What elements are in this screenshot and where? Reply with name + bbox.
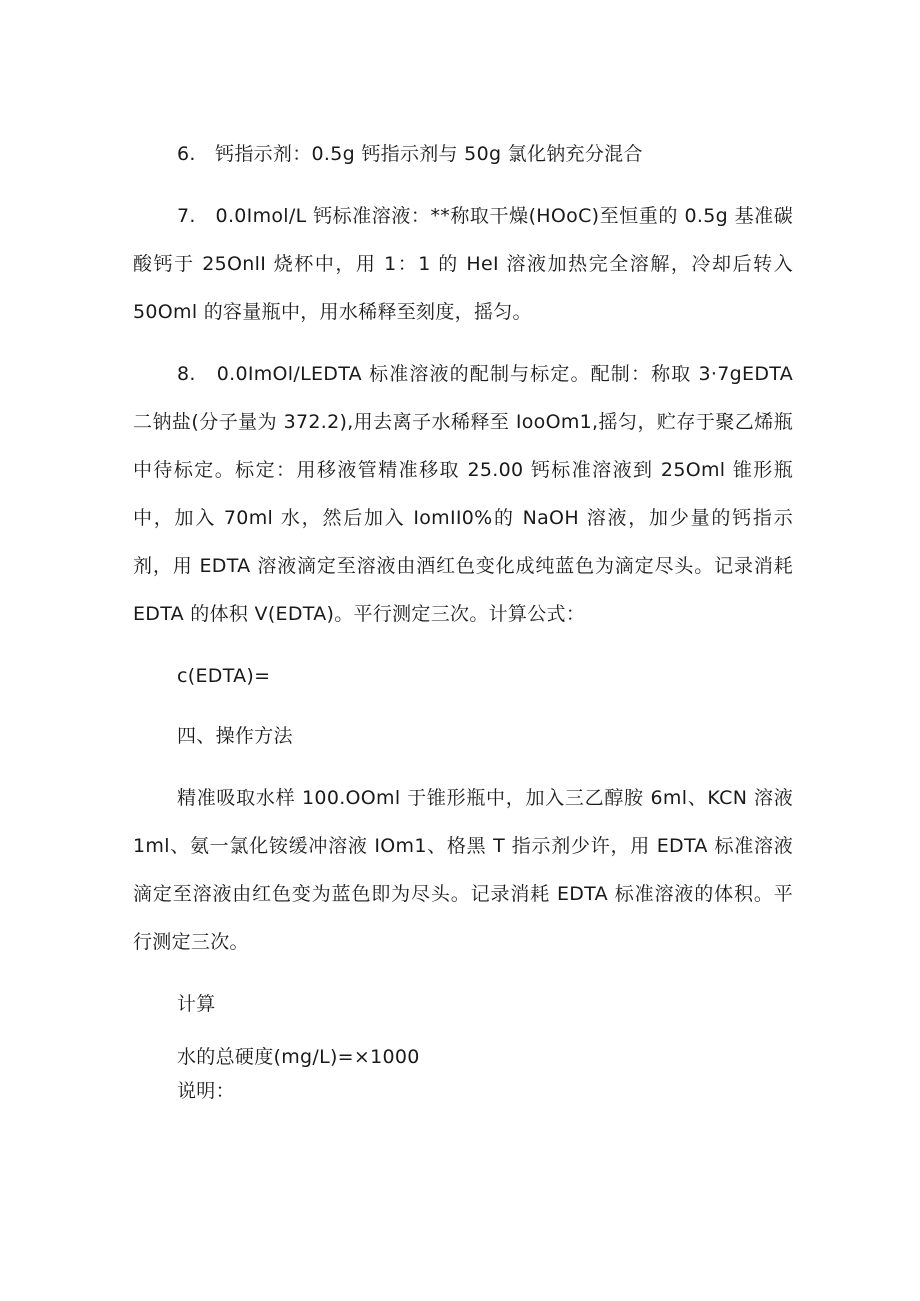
section-heading-procedure: 四、操作方法 xyxy=(177,725,293,747)
procedure-paragraph: 精准吸取水样 100.OOml 于锥形瓶中，加入三乙醇胺 6ml、KCN 溶液 1ml、氨一氯化铵缓冲溶液 IOm1、格黑 T 指示剂少许，用 EDTA 标准溶液滴定至溶液由红色变为蓝色即为尽头。记录消耗 EDTA 标准溶液的体积。平行测定三次。 xyxy=(133,787,793,953)
formula-c-edta: c(EDTA)= xyxy=(177,665,271,687)
calculation-heading: 计算 xyxy=(177,993,216,1015)
notes-label: 说明： xyxy=(177,1080,235,1102)
item-6-calcium-indicator: 6. 钙指示剂：0.5g 钙指示剂与 50g 氯化钠充分混合 xyxy=(177,143,643,165)
item-7-calcium-standard: 7. 0.0Imol/L 钙标准溶液：**称取干燥(HOoC)至恒重的 0.5g 基准碳酸钙于 25OnlI 烧杯中，用 1：1 的 HeI 溶液加热完全溶解，冷却后转入 50Oml 的容量瓶中，用水稀释至刻度，摇匀。 xyxy=(133,205,793,323)
document-body xyxy=(133,130,793,1108)
item-8-edta-standard: 8. 0.0ImOl/LEDTA 标准溶液的配制与标定。配制：称取 3·7gEDTA 二钠盐(分子量为 372.2),用去离子水稀释至 IooOm1,摇匀，贮存于聚乙烯瓶中待标定。标定：用移液管精准移取 25.00 钙标准溶液到 25Oml 锥形瓶中，加入 70ml 水，然后加入 IomII0%的 NaOH 溶液，加少量的钙指示剂，用 EDTA 溶液滴定至溶液由酒红色变化成纯蓝色为滴定尽头。记录消耗 EDTA 的体积 V(EDTA)。平行测定三次。计算公式： xyxy=(133,363,793,625)
total-hardness-formula: 水的总硬度(mg/L)=×1000 xyxy=(177,1046,420,1068)
